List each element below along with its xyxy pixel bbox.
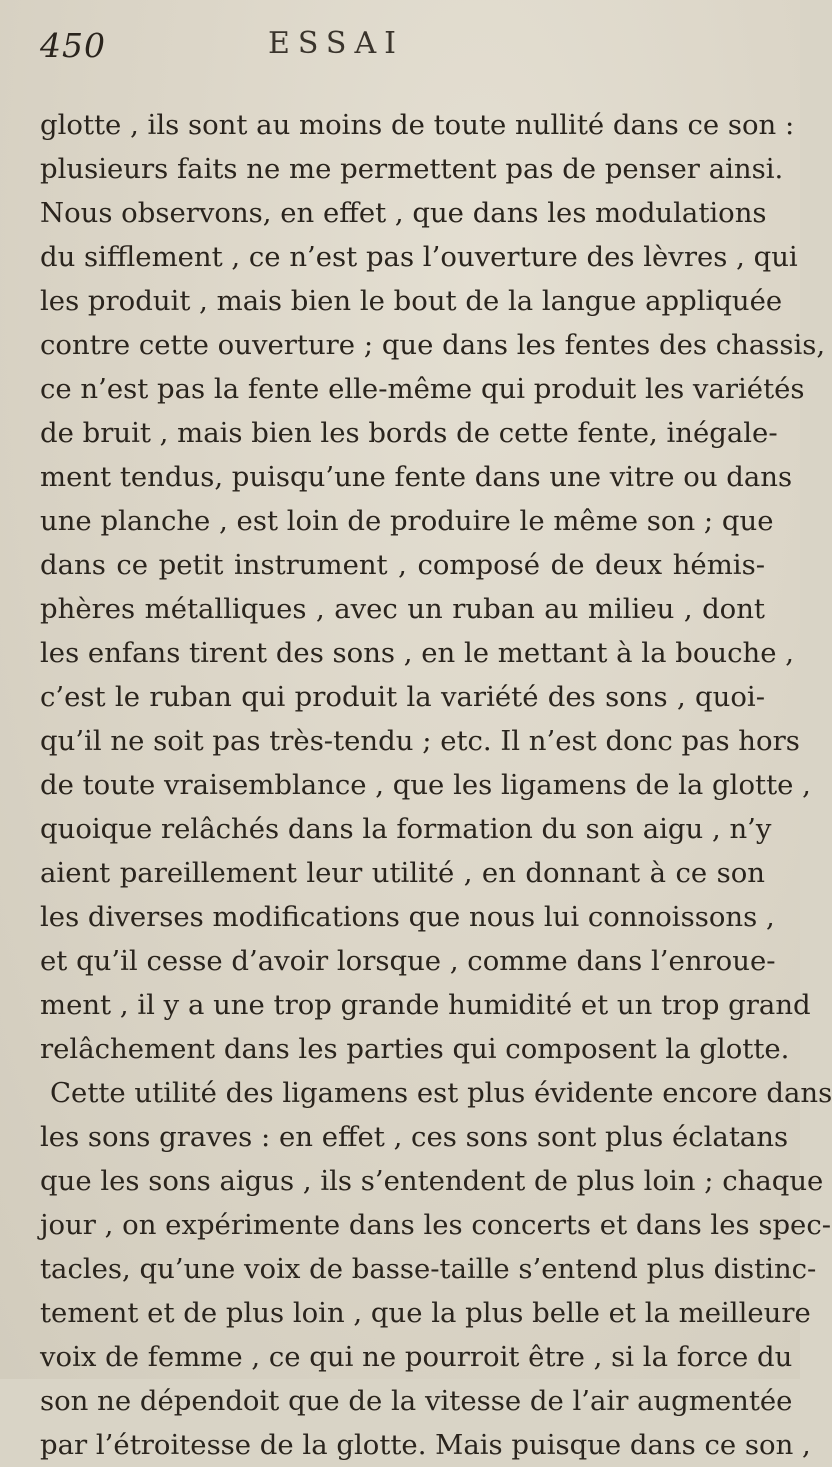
text-line: dans ce petit instrument , composé de deux hémis- [40, 549, 765, 581]
page-number: 450 [40, 26, 106, 65]
text-line: ment , il y a une trop grande humidité et un trop grand [40, 989, 811, 1021]
text-line: tement et de plus loin , que la plus belle et la meilleure [40, 1297, 811, 1329]
body-text [40, 103, 832, 1467]
text-line: quoique relâchés dans la formation du son aigu , n’y [40, 813, 772, 845]
text-line: relâchement dans les parties qui composent la glotte. [40, 1033, 790, 1065]
text-line: phères métalliques , avec un ruban au milieu , dont [40, 593, 765, 625]
text-line: les produit , mais bien le bout de la langue appliquée [40, 285, 783, 317]
text-line: les sons graves : en effet , ces sons sont plus éclatans [40, 1121, 789, 1153]
text-line: Cette utilité des ligamens est plus évidente encore dans [50, 1077, 832, 1109]
text-line: plusieurs faits ne me permettent pas de penser ainsi. [40, 153, 784, 185]
text-line: et qu’il cesse d’avoir lorsque , comme dans l’enroue- [40, 945, 776, 977]
text-line: tacles, qu’une voix de basse-taille s’entend plus distinc- [40, 1253, 817, 1285]
text-line: Nous observons, en effet , que dans les modulations [40, 197, 767, 229]
text-line: qu’il ne soit pas très-tendu ; etc. Il n’est donc pas hors [40, 725, 800, 757]
text-line: de bruit , mais bien les bords de cette fente, inégale- [40, 417, 778, 449]
text-line: son ne dépendoit que de la vitesse de l’air augmentée [40, 1385, 793, 1417]
text-line: ce n’est pas la fente elle-même qui produit les variétés [40, 373, 805, 405]
text-line: de toute vraisemblance , que les ligamens de la glotte , [40, 769, 811, 801]
text-line: contre cette ouverture ; que dans les fentes des chassis, [40, 329, 826, 361]
text-line: une planche , est loin de produire le même son ; que [40, 505, 774, 537]
text-line: aient pareillement leur utilité , en donnant à ce son [40, 857, 765, 889]
text-line: c’est le ruban qui produit la variété des sons , quoi- [40, 681, 765, 713]
text-line: par l’étroitesse de la glotte. Mais puisque dans ce son , [40, 1429, 811, 1461]
text-line: voix de femme , ce qui ne pourroit être , si la force du [40, 1341, 793, 1373]
text-line: que les sons aigus , ils s’entendent de plus loin ; chaque [40, 1165, 824, 1197]
running-title: ESSAI [268, 26, 404, 61]
text-line: les diverses modifications que nous lui connoissons , [40, 901, 775, 933]
text-line: du sifflement , ce n’est pas l’ouverture des lèvres , qui [40, 241, 798, 273]
text-line: ment tendus, puisqu’une fente dans une vitre ou dans [40, 461, 793, 493]
page-header [40, 18, 760, 68]
text-line: les enfans tirent des sons , en le mettant à la bouche , [40, 637, 794, 669]
text-line: glotte , ils sont au moins de toute nullité dans ce son : [40, 109, 795, 141]
text-line: jour , on expérimente dans les concerts et dans les spec- [40, 1209, 832, 1241]
